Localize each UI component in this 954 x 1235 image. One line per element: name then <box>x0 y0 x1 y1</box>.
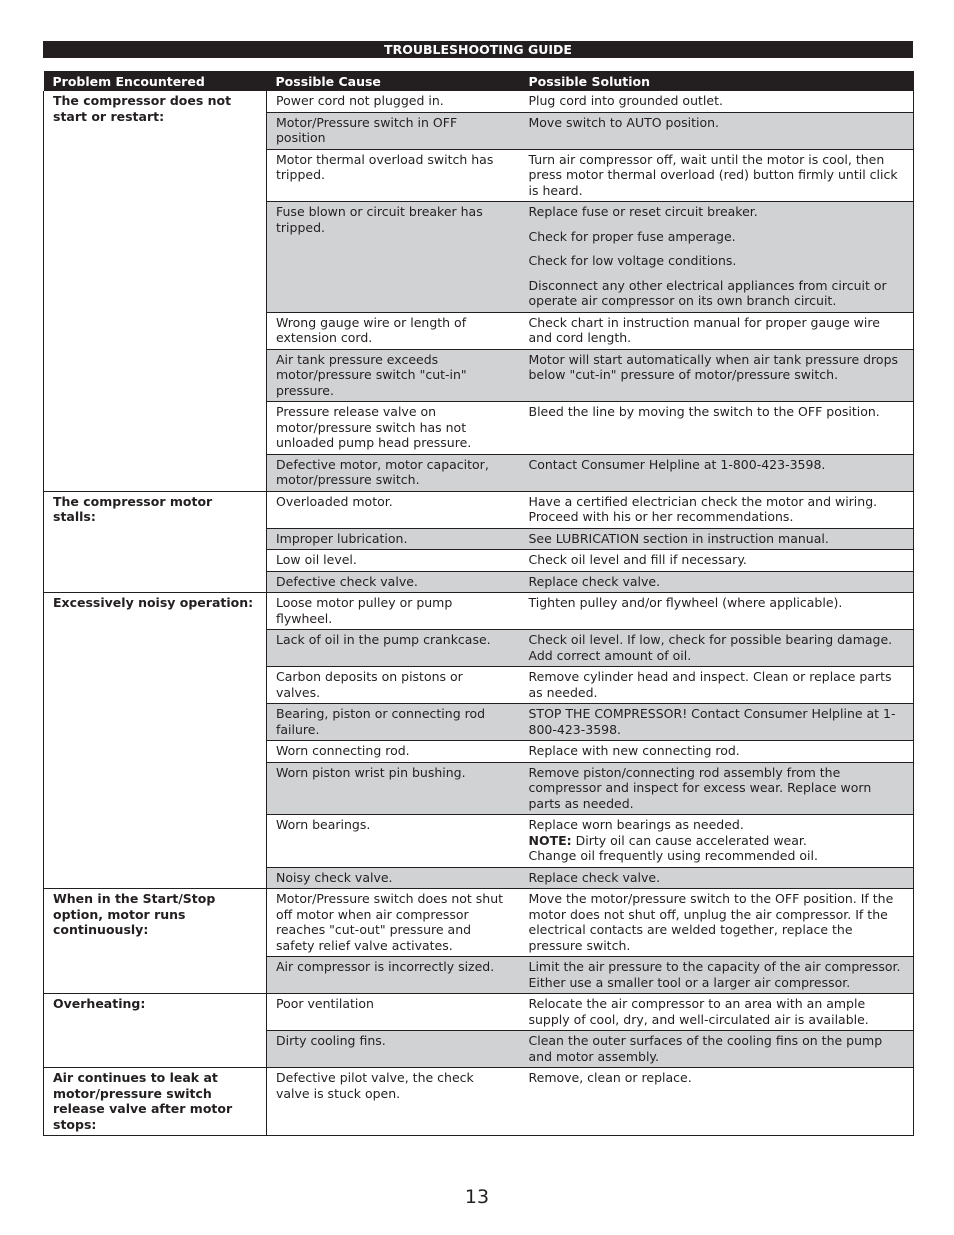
cause-cell: Worn connecting rod. <box>267 741 520 763</box>
solution-cell <box>520 704 914 741</box>
cause-cell: Low oil level. <box>267 550 520 572</box>
solution-cell <box>520 1068 914 1136</box>
cause-cell: Poor ventilation <box>267 994 520 1031</box>
table-row <box>44 491 914 528</box>
problem-cell: Air continues to leak at motor/pressure switch release valve after motor stops: <box>44 1068 267 1136</box>
cause-cell: Bearing, piston or connecting rod failure. <box>267 704 520 741</box>
cause-cell: Improper lubrication. <box>267 528 520 550</box>
solution-text: Turn air compressor off, wait until the motor is cool, then press motor thermal overload (red) button firmly until click is heard. <box>528 151 898 198</box>
note-line-2: Change oil frequently using recommended oil. <box>528 848 818 863</box>
solution-text: Bleed the line by moving the switch to the OFF position. <box>528 404 880 419</box>
problem-cell: The compressor motor stalls: <box>44 491 267 593</box>
solution-text: Replace worn bearings as needed. <box>528 817 744 832</box>
solution-text: Replace fuse or reset circuit breaker. <box>528 204 758 219</box>
table-row <box>44 994 914 1031</box>
cause-cell: Air compressor is incorrectly sized. <box>267 957 520 994</box>
solution-text: Remove cylinder head and inspect. Clean or replace parts as needed. <box>528 669 892 700</box>
solution-cell <box>520 889 914 957</box>
page-number: 13 <box>464 1186 490 1208</box>
table-row <box>44 1068 914 1136</box>
solution-cell <box>520 202 914 313</box>
note-label: NOTE: <box>528 832 572 848</box>
solution-text: Check chart in instruction manual for proper gauge wire and cord length. <box>528 314 880 345</box>
solution-cell <box>520 312 914 349</box>
solution-text: Plug cord into grounded outlet. <box>528 93 723 108</box>
solution-text: Disconnect any other electrical appliances from circuit or operate air compressor on its own branch circuit. <box>528 277 887 308</box>
cause-cell: Motor/Pressure switch in OFF position <box>267 112 520 149</box>
solution-cell <box>520 867 914 889</box>
cause-cell: Air tank pressure exceeds motor/pressure switch "cut-in" pressure. <box>267 349 520 402</box>
solution-text: Motor will start automatically when air tank pressure drops below "cut-in" pressure of motor/pressure switch. <box>528 351 899 382</box>
cause-cell: Power cord not plugged in. <box>267 91 520 112</box>
cause-cell: Defective motor, motor capacitor, motor/pressure switch. <box>267 454 520 491</box>
cause-cell: Overloaded motor. <box>267 491 520 528</box>
cause-cell: Wrong gauge wire or length of extension cord. <box>267 312 520 349</box>
solution-cell <box>520 550 914 572</box>
solution-text: Move the motor/pressure switch to the OFF position. If the motor does not shut off, unplug the air compressor. If the electrical contacts are welded together, replace the pressure switch. <box>528 891 894 953</box>
solution-text: Check for proper fuse amperage. <box>528 228 736 244</box>
cause-cell: Fuse blown or circuit breaker has tripped. <box>267 202 520 313</box>
cause-cell: Loose motor pulley or pump flywheel. <box>267 593 520 630</box>
cause-cell: Pressure release valve on motor/pressure switch has not unloaded pump head pressure. <box>267 402 520 455</box>
solution-text: Have a certified electrician check the motor and wiring. Proceed with his or her recommendations. <box>528 493 878 524</box>
troubleshooting-table <box>43 71 914 1136</box>
cause-cell: Worn bearings. <box>267 815 520 868</box>
solution-cell <box>520 454 914 491</box>
table-header-row <box>44 71 914 91</box>
solution-text: Remove piston/connecting rod assembly from the compressor and inspect for excess wear. Replace worn parts as needed. <box>528 764 872 811</box>
solution-text: Tighten pulley and/or flywheel (where applicable). <box>528 595 843 610</box>
header-cause: Possible Cause <box>267 71 520 91</box>
cause-cell: Motor/Pressure switch does not shut off motor when air compressor reaches "cut-out" pressure and safety relief valve activates. <box>267 889 520 957</box>
solution-cell <box>520 491 914 528</box>
cause-cell: Motor thermal overload switch has tripped. <box>267 149 520 202</box>
solution-cell <box>520 762 914 815</box>
solution-cell <box>520 630 914 667</box>
table-row <box>44 593 914 630</box>
header-problem: Problem Encountered <box>44 71 267 91</box>
solution-cell <box>520 112 914 149</box>
solution-text: Move switch to AUTO position. <box>528 114 720 130</box>
guide-title: TROUBLESHOOTING GUIDE <box>43 41 913 58</box>
solution-text: Replace check valve. <box>528 869 661 885</box>
solution-cell <box>520 667 914 704</box>
problem-cell: Excessively noisy operation: <box>44 593 267 889</box>
solution-text: Replace check valve. <box>528 573 661 589</box>
cause-cell: Noisy check valve. <box>267 867 520 889</box>
solution-cell <box>520 528 914 550</box>
solution-text: Check oil level and fill if necessary. <box>528 552 747 567</box>
cause-cell: Lack of oil in the pump crankcase. <box>267 630 520 667</box>
solution-cell <box>520 741 914 763</box>
solution-text: Clean the outer surfaces of the cooling fins on the pump and motor assembly. <box>528 1033 883 1064</box>
table-body <box>44 91 914 1136</box>
solution-text: Remove, clean or replace. <box>528 1070 692 1085</box>
solution-text: Contact Consumer Helpline at 1-800-423-3598. <box>528 456 826 472</box>
table-row <box>44 91 914 112</box>
solution-cell <box>520 1031 914 1068</box>
solution-cell <box>520 91 914 112</box>
cause-cell: Carbon deposits on pistons or valves. <box>267 667 520 704</box>
cause-cell: Defective pilot valve, the check valve is stuck open. <box>267 1068 520 1136</box>
solution-cell <box>520 571 914 593</box>
cause-cell: Dirty cooling fins. <box>267 1031 520 1068</box>
table-row <box>44 889 914 957</box>
solution-text: Check for low voltage conditions. <box>528 253 737 268</box>
header-solution: Possible Solution <box>520 71 914 91</box>
problem-cell: When in the Start/Stop option, motor runs continuously: <box>44 889 267 994</box>
solution-cell <box>520 994 914 1031</box>
note-line <box>529 833 905 849</box>
solution-text: See LUBRICATION section in instruction manual. <box>528 530 829 546</box>
problem-cell: Overheating: <box>44 994 267 1068</box>
solution-cell <box>520 149 914 202</box>
solution-text: Check oil level. If low, check for possible bearing damage. Add correct amount of oil. <box>528 632 893 663</box>
problem-cell: The compressor does not start or restart: <box>44 91 267 491</box>
solution-cell <box>520 815 914 868</box>
solution-text: Relocate the air compressor to an area with an ample supply of cool, dry, and well-circulated air is available. <box>528 996 869 1027</box>
solution-cell <box>520 402 914 455</box>
cause-cell: Worn piston wrist pin bushing. <box>267 762 520 815</box>
solution-text: Limit the air pressure to the capacity of the air compressor. Either use a smaller tool or a larger air compressor. <box>528 959 901 990</box>
solution-cell <box>520 349 914 402</box>
solution-cell <box>520 593 914 630</box>
solution-text: Replace with new connecting rod. <box>528 743 740 758</box>
cause-cell: Defective check valve. <box>267 571 520 593</box>
note-text: Dirty oil can cause accelerated wear. <box>571 832 807 848</box>
solution-cell <box>520 957 914 994</box>
solution-text: STOP THE COMPRESSOR! Contact Consumer Helpline at 1-800-423-3598. <box>528 706 896 737</box>
